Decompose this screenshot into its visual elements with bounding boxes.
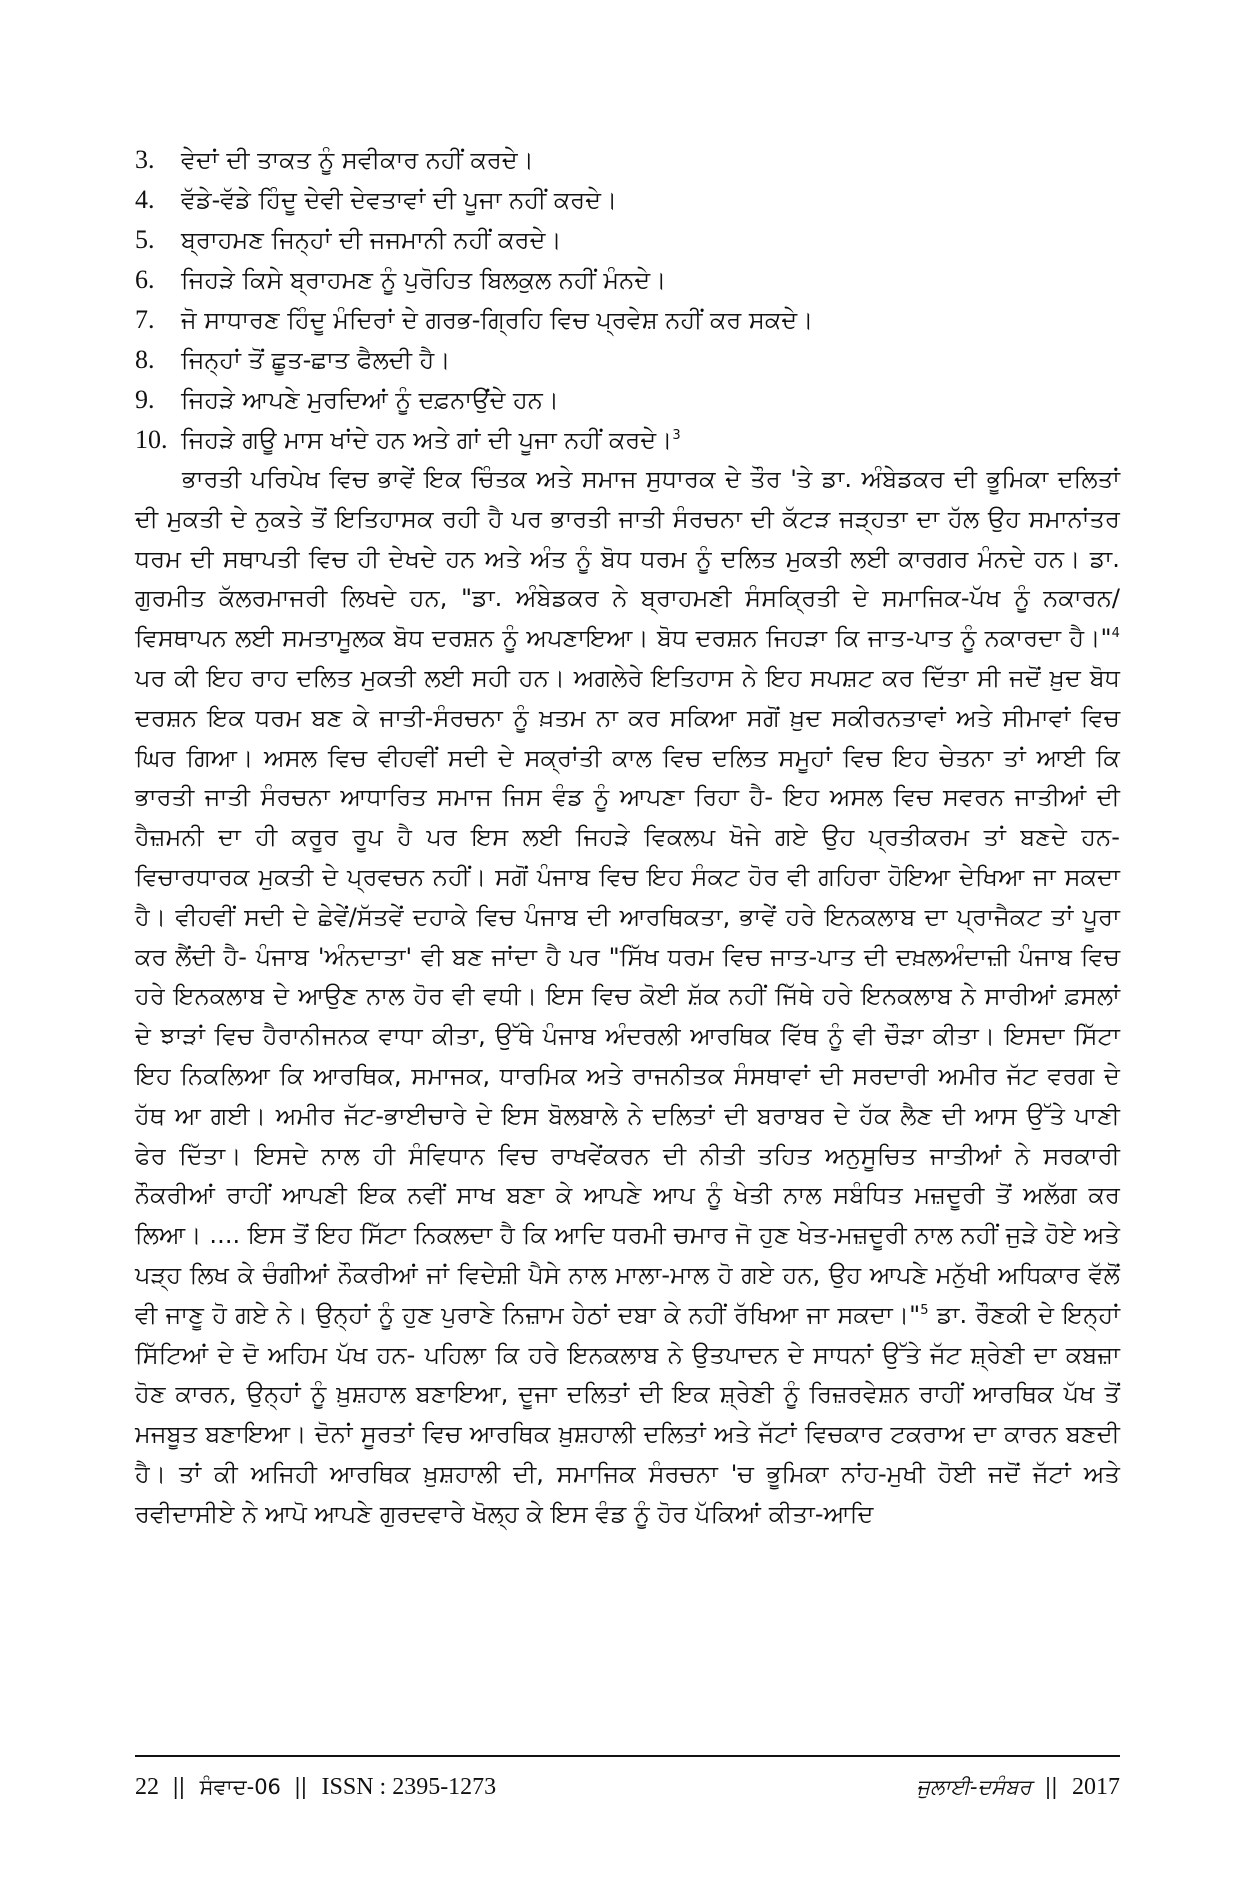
issue-period: ਜੁਲਾਈ-ਦਸੰਬਰ xyxy=(916,1775,1032,1799)
list-number: 6. xyxy=(135,265,155,294)
body-paragraph xyxy=(135,460,1120,1535)
footer-separator: || xyxy=(173,1774,186,1800)
list-item xyxy=(135,420,1120,460)
list-number: 7. xyxy=(135,305,155,334)
list-text: ਜਿਹੜੇ ਆਪਣੇ ਮੁਰਦਿਆਂ ਨੂੰ ਦਫ਼ਨਾਉਂਦੇ ਹਨ। xyxy=(181,386,559,414)
list-item xyxy=(135,260,1120,300)
footnote-ref: 4 xyxy=(1111,626,1120,642)
footer-separator: || xyxy=(1045,1774,1058,1800)
journal-name: ਸੰਵਾਦ-06 xyxy=(199,1775,281,1799)
list-text: ਬ੍ਰਾਹਮਣ ਜਿਨ੍ਹਾਂ ਦੀ ਜਜਮਾਨੀ ਨਹੀਂ ਕਰਦੇ। xyxy=(181,226,562,254)
list-item xyxy=(135,380,1120,420)
footnote-ref: 3 xyxy=(672,428,681,443)
body-text xyxy=(135,140,1120,1535)
footer-rule xyxy=(135,1755,1120,1757)
list-item xyxy=(135,340,1120,380)
list-text: ਜੋ ਸਾਧਾਰਣ ਹਿੰਦੂ ਮੰਦਿਰਾਂ ਦੇ ਗਰਭ-ਗ੍ਰਿਹਿ ਵਿਚ ਪ੍ਰਵੇਸ਼ ਨਹੀਂ ਕਰ ਸਕਦੇ। xyxy=(181,306,814,334)
list-number: 10. xyxy=(135,425,168,454)
paragraph-part: ਪਰ ਕੀ ਇਹ ਰਾਹ ਦਲਿਤ ਮੁਕਤੀ ਲਈ ਸਹੀ ਹਨ। ਅਗਲੇਰੇ ਇਤਿਹਾਸ ਨੇ ਇਹ ਸਪਸ਼ਟ ਕਰ ਦਿੱਤਾ ਸੀ ਜਦੋਂ ਖ਼ੁਦ ਬੋਧ ਦਰਸ਼ਨ ਇਕ ਧਰਮ ਬਣ ਕੇ ਜਾਤੀ-ਸੰਰਚਨਾ ਨੂੰ ਖ਼ਤਮ ਨਾ ਕਰ ਸਕਿਆ ਸਗੋਂ ਖ਼ੁਦ ਸਕੀਰਨਤਾਵਾਂ ਅਤੇ ਸੀਮਾਵਾਂ ਵਿਚ ਘਿਰ ਗਿਆ। ਅਸਲ ਵਿਚ ਵੀਹਵੀਂ ਸਦੀ ਦੇ ਸਕ੍ਰਾਂਤੀ ਕਾਲ ਵਿਚ ਦਲਿਤ ਸਮੂਹਾਂ ਵਿਚ ਇਹ ਚੇਤਨਾ ਤਾਂ ਆਈ ਕਿ ਭਾਰਤੀ ਜਾਤੀ ਸੰਰਚਨਾ ਆਧਾਰਿਤ ਸਮਾਜ ਜਿਸ ਵੰਡ ਨੂੰ ਆਪਣਾ ਰਿਹਾ ਹੈ- ਇਹ ਅਸਲ ਵਿਚ ਸਵਰਨ ਜਾਤੀਆਂ ਦੀ ਹੈਜ਼ਮਨੀ ਦਾ ਹੀ ਕਰੂਰ ਰੂਪ ਹੈ ਪਰ ਇਸ ਲਈ ਜਿਹੜੇ ਵਿਕਲਪ ਖੋਜੇ ਗਏ ਉਹ ਪ੍ਰਤੀਕਰਮ ਤਾਂ ਬਣਦੇ ਹਨ- ਵਿਚਾਰਧਾਰਕ ਮੁਕਤੀ ਦੇ ਪ੍ਰਵਚਨ ਨਹੀਂ। ਸਗੋਂ ਪੰਜਾਬ ਵਿਚ ਇਹ ਸੰਕਟ ਹੋਰ ਵੀ ਗਹਿਰਾ ਹੋਇਆ ਦੇਖਿਆ ਜਾ ਸਕਦਾ ਹੈ। ਵੀਹਵੀਂ ਸਦੀ ਦੇ ਛੇਵੇਂ/ਸੱਤਵੇਂ ਦਹਾਕੇ ਵਿਚ ਪੰਜਾਬ ਦੀ ਆਰਥਿਕਤਾ, ਭਾਵੇਂ ਹਰੇ ਇਨਕਲਾਬ ਦਾ ਪ੍ਰਾਜੈਕਟ ਤਾਂ ਪੂਰਾ ਕਰ ਲੈਂਦੀ ਹੈ- ਪੰਜਾਬ 'ਅੰਨਦਾਤਾ' ਵੀ ਬਣ ਜਾਂਦਾ ਹੈ ਪਰ "ਸਿੱਖ ਧਰਮ ਵਿਚ ਜਾਤ-ਪਾਤ ਦੀ ਦਖ਼ਲਅੰਦਾਜ਼ੀ ਪੰਜਾਬ ਵਿਚ ਹਰੇ ਇਨਕਲਾਬ ਦੇ ਆਉਣ ਨਾਲ ਹੋਰ ਵੀ ਵਧੀ। ਇਸ ਵਿਚ ਕੋਈ ਸ਼ੱਕ ਨਹੀਂ ਜਿੱਥੇ ਹਰੇ ਇਨਕਲਾਬ ਨੇ ਸਾਰੀਆਂ ਫ਼ਸਲਾਂ ਦੇ ਝਾੜਾਂ ਵਿਚ ਹੈਰਾਨੀਜਨਕ ਵਾਧਾ ਕੀਤਾ, ਉੱਥੇ ਪੰਜਾਬ ਅੰਦਰਲੀ ਆਰਥਿਕ ਵਿੱਥ ਨੂੰ ਵੀ ਚੌੜਾ ਕੀਤਾ। ਇਸਦਾ ਸਿੱਟਾ ਇਹ ਨਿਕਲਿਆ ਕਿ ਆਰਥਿਕ, ਸਮਾਜਕ, ਧਾਰਮਿਕ ਅਤੇ ਰਾਜਨੀਤਕ ਸੰਸਥਾਵਾਂ ਦੀ ਸਰਦਾਰੀ ਅਮੀਰ ਜੱਟ ਵਰਗ ਦੇ ਹੱਥ ਆ ਗਈ। ਅਮੀਰ ਜੱਟ-ਭਾਈਚਾਰੇ ਦੇ ਇਸ ਬੋਲਬਾਲੇ ਨੇ ਦਲਿਤਾਂ ਦੀ ਬਰਾਬਰ ਦੇ ਹੱਕ ਲੈਣ ਦੀ ਆਸ ਉੱਤੇ ਪਾਣੀ ਫੇਰ ਦਿੱਤਾ। ਇਸਦੇ ਨਾਲ ਹੀ ਸੰਵਿਧਾਨ ਵਿਚ ਰਾਖਵੇਂਕਰਨ ਦੀ ਨੀਤੀ ਤਹਿਤ ਅਨੁਸੂਚਿਤ ਜਾਤੀਆਂ ਨੇ ਸਰਕਾਰੀ ਨੌਕਰੀਆਂ ਰਾਹੀਂ ਆਪਣੀ ਇਕ ਨਵੀਂ ਸਾਖ ਬਣਾ ਕੇ ਆਪਣੇ ਆਪ ਨੂੰ ਖੇਤੀ ਨਾਲ ਸਬੰਧਿਤ ਮਜ਼ਦੂਰੀ ਤੋਂ ਅਲੱਗ ਕਰ ਲਿਆ। .... ਇਸ ਤੋਂ ਇਹ ਸਿੱਟਾ ਨਿਕਲਦਾ ਹੈ ਕਿ ਆਦਿ ਧਰਮੀ ਚਮਾਰ ਜੋ ਹੁਣ ਖੇਤ-ਮਜ਼ਦੂਰੀ ਨਾਲ ਨਹੀਂ ਜੁੜੇ ਹੋਏ ਅਤੇ ਪੜ੍ਹ ਲਿਖ ਕੇ ਚੰਗੀਆਂ ਨੌਕਰੀਆਂ ਜਾਂ ਵਿਦੇਸ਼ੀ ਪੈਸੇ ਨਾਲ ਮਾਲਾ-ਮਾਲ ਹੋ ਗਏ ਹਨ, ਉਹ ਆਪਣੇ ਮਨੁੱਖੀ ਅਧਿਕਾਰ ਵੱਲੋਂ ਵੀ ਜਾਣੂ ਹੋ ਗਏ ਨੇ। ਉਨ੍ਹਾਂ ਨੂੰ ਹੁਣ ਪੁਰਾਣੇ ਨਿਜ਼ਾਮ ਹੇਠਾਂ ਦਬਾ ਕੇ ਨਹੀਂ ਰੱਖਿਆ ਜਾ ਸਕਦਾ।" xyxy=(135,663,1120,1329)
list-text: ਵੇਦਾਂ ਦੀ ਤਾਕਤ ਨੂੰ ਸਵੀਕਾਰ ਨਹੀਂ ਕਰਦੇ। xyxy=(181,146,534,174)
footer-right xyxy=(916,1774,1120,1801)
list-number: 9. xyxy=(135,385,155,414)
list-text-content: ਜਿਹੜੇ ਗਊ ਮਾਸ ਖਾਂਦੇ ਹਨ ਅਤੇ ਗਾਂ ਦੀ ਪੂਜਾ ਨਹੀਂ ਕਰਦੇ। xyxy=(181,426,673,454)
list-number: 4. xyxy=(135,185,155,214)
list-number: 3. xyxy=(135,145,155,174)
list-number: 8. xyxy=(135,345,155,374)
paragraph-part: ਭਾਰਤੀ ਪਰਿਪੇਖ ਵਿਚ ਭਾਵੇਂ ਇਕ ਚਿੰਤਕ ਅਤੇ ਸਮਾਜ ਸੁਧਾਰਕ ਦੇ ਤੌਰ 'ਤੇ ਡਾ. ਅੰਬੇਡਕਰ ਦੀ ਭੂਮਿਕਾ ਦਲਿਤਾਂ ਦੀ ਮੁਕਤੀ ਦੇ ਨੁਕਤੇ ਤੋਂ ਇਤਿਹਾਸਕ ਰਹੀ ਹੈ ਪਰ ਭਾਰਤੀ ਜਾਤੀ ਸੰਰਚਨਾ ਦੀ ਕੱਟੜ ਜੜ੍ਹਤਾ ਦਾ ਹੱਲ ਉਹ ਸਮਾਨਾਂਤਰ ਧਰਮ ਦੀ ਸਥਾਪਤੀ ਵਿਚ ਹੀ ਦੇਖਦੇ ਹਨ ਅਤੇ ਅੰਤ ਨੂੰ ਬੋਧ ਧਰਮ ਨੂੰ ਦਲਿਤ ਮੁਕਤੀ ਲਈ ਕਾਰਗਰ ਮੰਨਦੇ ਹਨ। ਡਾ. ਗੁਰਮੀਤ ਕੱਲਰਮਾਜਰੀ ਲਿਖਦੇ ਹਨ, "ਡਾ. ਅੰਬੇਡਕਰ ਨੇ ਬ੍ਰਾਹਮਣੀ ਸੰਸਕ੍ਰਿਤੀ ਦੇ ਸਮਾਜਿਕ-ਪੱਖ ਨੂੰ ਨਕਾਰਨ/ਵਿਸਥਾਪਨ ਲਈ ਸਮਤਾਮੂਲਕ ਬੋਧ ਦਰਸ਼ਨ ਨੂੰ ਅਪਣਾਇਆ। ਬੋਧ ਦਰਸ਼ਨ ਜਿਹੜਾ ਕਿ ਜਾਤ-ਪਾਤ ਨੂੰ ਨਕਾਰਦਾ ਹੈ।" xyxy=(135,465,1120,653)
list-number: 5. xyxy=(135,225,155,254)
issue-year: 2017 xyxy=(1072,1774,1120,1800)
list-item xyxy=(135,180,1120,220)
list-item xyxy=(135,300,1120,340)
footer-left xyxy=(135,1774,496,1801)
list-text: ਵੱਡੇ-ਵੱਡੇ ਹਿੰਦੂ ਦੇਵੀ ਦੇਵਤਾਵਾਂ ਦੀ ਪੂਜਾ ਨਹੀਂ ਕਰਦੇ। xyxy=(181,186,618,214)
page-number: 22 xyxy=(135,1774,159,1800)
paragraph-part: ਡਾ. ਰੌਣਕੀ ਦੇ ਇਨ੍ਹਾਂ ਸਿੱਟਿਆਂ ਦੇ ਦੋ ਅਹਿਮ ਪੱਖ ਹਨ- ਪਹਿਲਾ ਕਿ ਹਰੇ ਇਨਕਲਾਬ ਨੇ ਉਤਪਾਦਨ ਦੇ ਸਾਧਨਾਂ ਉੱਤੇ ਜੱਟ ਸ਼੍ਰੇਣੀ ਦਾ ਕਬਜ਼ਾ ਹੋਣ ਕਾਰਨ, ਉਨ੍ਹਾਂ ਨੂੰ ਖ਼ੁਸ਼ਹਾਲ ਬਣਾਇਆ, ਦੂਜਾ ਦਲਿਤਾਂ ਦੀ ਇਕ ਸ਼੍ਰੇਣੀ ਨੂੰ ਰਿਜ਼ਰਵੇਸ਼ਨ ਰਾਹੀਂ ਆਰਥਿਕ ਪੱਖ ਤੋਂ ਮਜਬੂਤ ਬਣਾਇਆ। ਦੋਨਾਂ ਸੂਰਤਾਂ ਵਿਚ ਆਰਥਿਕ ਖ਼ੁਸ਼ਹਾਲੀ ਦਲਿਤਾਂ ਅਤੇ ਜੱਟਾਂ ਵਿਚਕਾਰ ਟਕਰਾਅ ਦਾ ਕਾਰਨ ਬਣਦੀ ਹੈ। ਤਾਂ ਕੀ ਅਜਿਹੀ ਆਰਥਿਕ ਖ਼ੁਸ਼ਹਾਲੀ ਦੀ, ਸਮਾਜਿਕ ਸੰਰਚਨਾ 'ਚ ਭੂਮਿਕਾ ਨਾਂਹ-ਮੁਖੀ ਹੋਈ ਜਦੋਂ ਜੱਟਾਂ ਅਤੇ ਰਵੀਦਾਸੀਏ ਨੇ ਆਪੋ ਆਪਣੇ ਗੁਰਦਵਾਰੇ ਖੋਲ੍ਹ ਕੇ ਇਸ ਵੰਡ ਨੂੰ ਹੋਰ ਪੱਕਿਆਂ ਕੀਤਾ-ਆਦਿ xyxy=(135,1300,1120,1528)
footnote-ref: 5 xyxy=(920,1302,929,1318)
list-text xyxy=(181,420,681,460)
list-text: ਜਿਹੜੇ ਕਿਸੇ ਬ੍ਰਾਹਮਣ ਨੂੰ ਪੁਰੋਹਿਤ ਬਿਲਕੁਲ ਨਹੀਂ ਮੰਨਦੇ। xyxy=(181,266,667,294)
list-item xyxy=(135,140,1120,180)
list-text: ਜਿਨ੍ਹਾਂ ਤੋਂ ਛੂਤ-ਛਾਤ ਫੈਲਦੀ ਹੈ। xyxy=(181,346,451,374)
list-item xyxy=(135,220,1120,260)
footer-separator: || xyxy=(294,1774,308,1800)
issn: ISSN : 2395-1273 xyxy=(321,1774,497,1800)
